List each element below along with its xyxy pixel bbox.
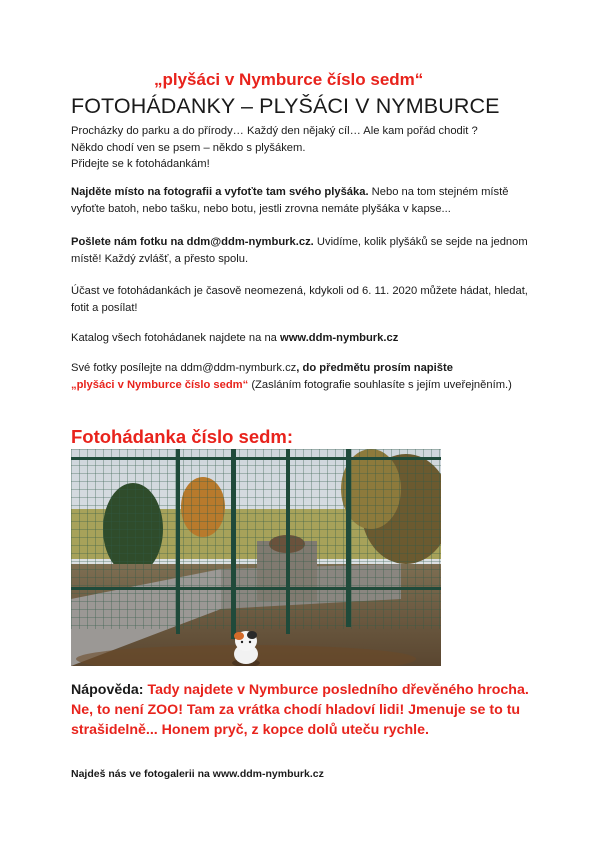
hint-text: Tady najdete v Nymburce posledního dřevěného hrocha. Ne, to není ZOO! Tam za vrátka chodí hladoví lidi! Jmenuje se to tu strašidelně... Honem pryč, z kopce dolů uteču rychle. [71, 682, 529, 738]
hint-paragraph [71, 680, 541, 740]
document-title: FOTOHÁDANKY – PLYŠÁCI V NYMBURCE [71, 94, 500, 118]
instruction-paragraph [71, 184, 541, 217]
send-paragraph [71, 234, 541, 267]
instruction-bold: Najděte místo na fotografii a vyfoťte tam svého plyšáka. [71, 186, 369, 198]
intro-paragraph [71, 123, 541, 173]
catalog-text: Katalog všech fotohádanek najdete na na [71, 332, 280, 344]
subject-bold: , do předmětu prosím napište [296, 362, 453, 374]
intro-line-3: Přidejte se k fotohádankám! [71, 158, 210, 170]
intro-line-2: Někdo chodí ven se psem – někdo s plyšákem. [71, 141, 306, 154]
send-text: Uvidíme, kolik plyšáků se sejde na jednom místě! Každý zvlášť, a přesto spolu. [71, 236, 528, 265]
send-bold: Pošlete nám fotku na ddm@ddm-nymburk.cz. [71, 236, 314, 248]
subject-rest: (Zasláním fotografie souhlasíte s jejím uveřejněním.) [248, 378, 512, 391]
intro-line-1: Procházky do parku a do přírody… Každý den nějaký cíl… Ale kam pořád chodit ? [71, 125, 478, 137]
hint-label: Nápověda: [71, 682, 144, 698]
catalog-paragraph [71, 330, 541, 347]
puzzle-heading: Fotohádanka číslo sedm: [71, 426, 294, 447]
catalog-link[interactable]: www.ddm-nymburk.cz [280, 332, 399, 344]
document-subtitle: „plyšáci v Nymburce číslo sedm“ [154, 70, 424, 89]
subject-paragraph [71, 360, 541, 393]
puzzle-photo [71, 449, 441, 666]
subject-red: „plyšáci v Nymburce číslo sedm“ [71, 378, 249, 391]
instruction-text: Nebo na tom stejném místě vyfoťte batoh, nebo tašku, nebo botu, jestli zrovna nemáte plyšáka v kapse... [71, 186, 509, 215]
timing-paragraph: Účast ve fotohádankách je časově neomezená, kdykoli od 6. 11. 2020 můžete hádat, hledat, fotit a posílat! [71, 285, 528, 314]
footer-note: Najdeš nás ve fotogalerii na www.ddm-nymburk.cz [71, 768, 324, 780]
subject-text: Své fotky posílejte na ddm@ddm-nymburk.cz [71, 362, 297, 374]
